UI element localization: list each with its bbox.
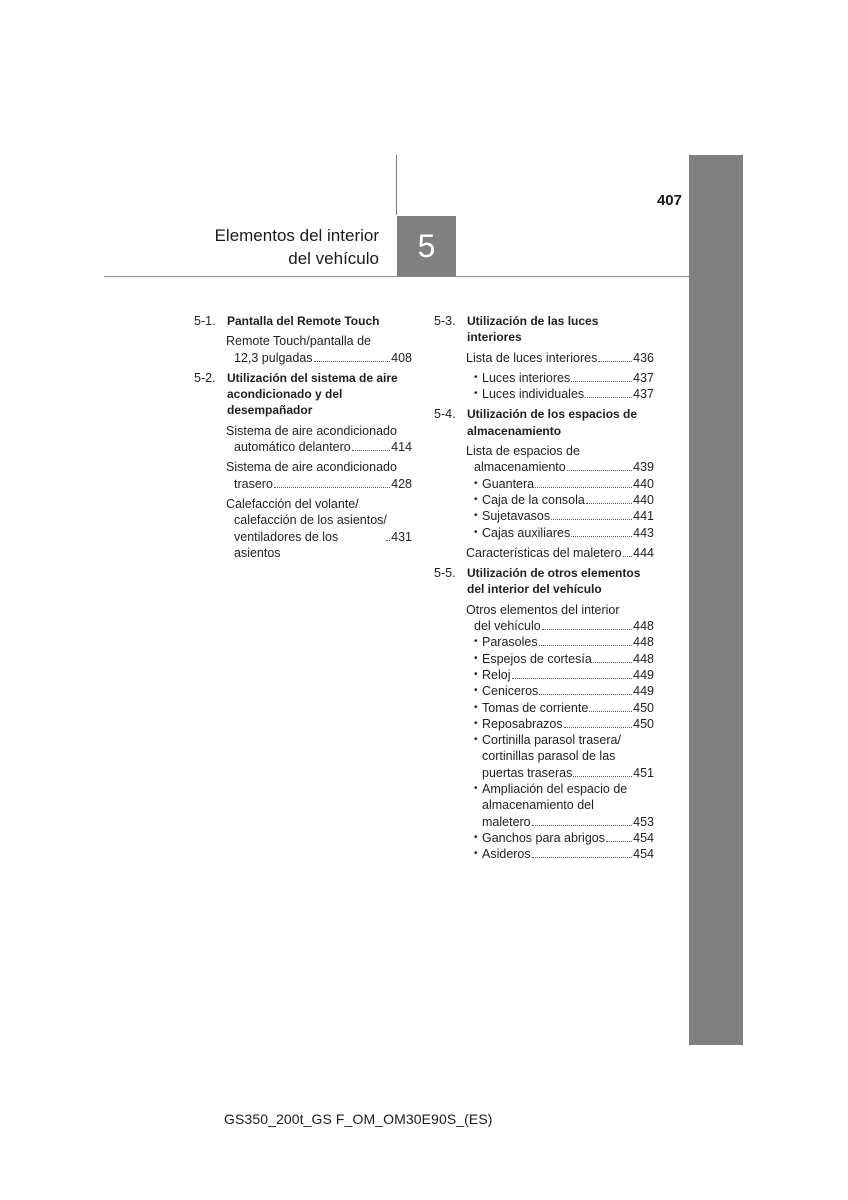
entry-page: 444: [633, 545, 654, 560]
bullet-icon: •: [474, 717, 478, 729]
bullet-icon: •: [474, 371, 478, 383]
entry-text: Sistema de aire acondicionado: [226, 423, 397, 438]
dot-leader: [314, 361, 391, 362]
dot-leader: [542, 629, 632, 630]
toc-entry[interactable]: [466, 350, 654, 366]
entry-text: Ampliación del espacio de: [482, 782, 628, 797]
toc-section-5-3: [434, 313, 654, 346]
dot-leader: [551, 519, 632, 520]
entry-text: Calefacción del volante/: [226, 496, 359, 511]
entry-text: trasero: [234, 476, 273, 491]
dot-leader: [571, 381, 632, 382]
entry-page: 448: [633, 651, 654, 666]
entry-page: 440: [633, 492, 654, 507]
toc-bullet-entry[interactable]: [474, 846, 654, 862]
entry-text: Tomas de corriente: [482, 700, 589, 715]
section-number: 5-5.: [434, 566, 456, 581]
entry-text: Sistema de aire acondicionado: [226, 460, 397, 475]
entry-text: Lista de luces interiores: [466, 350, 598, 365]
dot-leader: [586, 503, 632, 504]
entry-text: Caja de la consola: [482, 492, 585, 507]
entry-text: Parasoles: [482, 635, 538, 650]
entry-page: 449: [633, 684, 654, 699]
entry-text: Ganchos para abrigos: [482, 830, 605, 845]
entry-page: 437: [633, 387, 654, 402]
toc-bullet-entry[interactable]: [474, 634, 654, 650]
section-title[interactable]: Pantalla del Remote Touch: [227, 314, 380, 328]
toc-entry[interactable]: [226, 423, 412, 456]
entry-text: automático delantero: [234, 440, 351, 455]
chapter-title-line1: Elementos del interior: [214, 226, 379, 245]
toc-bullet-entry[interactable]: [474, 386, 654, 402]
dot-leader: [589, 711, 632, 712]
entry-text: Asideros: [482, 847, 531, 862]
toc-bullet-entry[interactable]: [474, 370, 654, 386]
section-number: 5-1.: [194, 314, 216, 328]
entry-text: almacenamiento: [474, 460, 566, 475]
dot-leader: [623, 556, 633, 557]
toc-entry[interactable]: [226, 496, 412, 561]
toc-bullet-entry[interactable]: [474, 781, 654, 830]
section-number: 5-3.: [434, 314, 456, 328]
bullet-icon: •: [474, 493, 478, 505]
entry-page: 441: [633, 509, 654, 524]
bullet-icon: •: [474, 848, 478, 860]
section-number: 5-2.: [194, 370, 216, 385]
dot-leader: [274, 487, 390, 488]
bullet-icon: •: [474, 685, 478, 697]
dot-leader: [585, 397, 632, 398]
entry-text: puertas traseras: [482, 765, 573, 780]
footer-manual-code: GS350_200t_GS F_OM_OM30E90S_(ES): [224, 1111, 493, 1127]
chapter-title-line2: del vehículo: [288, 249, 379, 268]
page-number: 407: [656, 192, 682, 209]
entry-text: Espejos de cortesía: [482, 651, 592, 666]
chapter-number-box: 5: [397, 216, 456, 276]
entry-text: del vehículo: [474, 619, 541, 634]
toc-bullet-entry[interactable]: [474, 476, 654, 492]
entry-page: 414: [391, 440, 412, 455]
bullet-icon: •: [474, 477, 478, 489]
entry-text: almacenamiento del: [482, 798, 594, 813]
header-horizontal-rule: [104, 276, 689, 277]
entry-text: Luces interiores: [482, 370, 571, 385]
section-title[interactable]: Utilización de los espacios de almacenamiento: [467, 407, 638, 438]
section-number: 5-4.: [434, 407, 456, 422]
toc-bullet-entry[interactable]: [474, 525, 654, 541]
entry-text: Ceniceros: [482, 684, 539, 699]
entry-text: 12,3 pulgadas: [234, 350, 313, 365]
toc-bullet-entry[interactable]: [474, 683, 654, 699]
entry-page: 440: [633, 476, 654, 491]
header-vertical-rule: [396, 155, 397, 215]
entry-page: 451: [633, 765, 654, 780]
toc-section-5-5: [434, 565, 654, 598]
entry-text: Características del maletero: [466, 545, 622, 560]
toc-section-5-2: [194, 370, 412, 419]
toc-bullet-entry[interactable]: [474, 700, 654, 716]
toc-bullet-entry[interactable]: [474, 492, 654, 508]
entry-page: 450: [633, 700, 654, 715]
dot-leader: [573, 776, 632, 777]
toc-bullet-entry[interactable]: [474, 732, 654, 781]
dot-leader: [386, 540, 390, 541]
entry-page: 448: [633, 635, 654, 650]
entry-page: 431: [391, 529, 412, 544]
entry-text: Sujetavasos: [482, 509, 551, 524]
entry-page: 453: [633, 814, 654, 829]
toc-left-column: [194, 313, 412, 565]
bullet-icon: •: [474, 526, 478, 538]
entry-text: Reposabrazos: [482, 716, 563, 731]
entry-text: Cortinilla parasol trasera/: [482, 733, 621, 748]
entry-page: 449: [633, 667, 654, 682]
toc-bullet-entry[interactable]: [474, 667, 654, 683]
dot-leader: [532, 857, 633, 858]
entry-text: maletero: [482, 814, 531, 829]
entry-page: 439: [633, 460, 654, 475]
entry-text: Luces individuales: [482, 387, 585, 402]
entry-text: Reloj: [482, 667, 511, 682]
entry-page: 408: [391, 350, 412, 365]
bullet-icon: •: [474, 668, 478, 680]
dot-leader: [606, 841, 632, 842]
dot-leader: [564, 727, 633, 728]
chapter-title: [215, 224, 379, 270]
bullet-icon: •: [474, 652, 478, 664]
toc-entry[interactable]: [466, 545, 654, 561]
entry-text: ventiladores de los asientos: [234, 529, 339, 560]
entry-text: Remote Touch/pantalla de: [226, 334, 372, 349]
toc-section-5-1: [194, 313, 412, 329]
bullet-icon: •: [474, 388, 478, 400]
dot-leader: [539, 694, 632, 695]
dot-leader: [535, 487, 632, 488]
entry-text: cortinillas parasol de las: [482, 749, 616, 764]
entry-page: 454: [633, 847, 654, 862]
section-title[interactable]: Utilización del sistema de aire acondicionado y del desempañador: [227, 370, 398, 418]
entry-page: 436: [633, 350, 654, 365]
section-title[interactable]: Utilización de otros elementos del interior del vehículo: [467, 566, 641, 597]
chapter-thumb-tab: [689, 155, 743, 1045]
dot-leader: [532, 825, 633, 826]
entry-text: Guantera: [482, 476, 535, 491]
toc-bullet-entry[interactable]: [474, 716, 654, 732]
toc-entry[interactable]: [226, 333, 412, 366]
entry-text: Otros elementos del interior: [466, 602, 620, 617]
dot-leader: [567, 470, 632, 471]
entry-text: Cajas auxiliares: [482, 525, 571, 540]
dot-leader: [512, 678, 633, 679]
toc-bullet-entry[interactable]: [474, 830, 654, 846]
bullet-icon: •: [474, 734, 478, 746]
entry-page: 428: [391, 476, 412, 491]
dot-leader: [539, 645, 633, 646]
entry-page: 437: [633, 370, 654, 385]
entry-page: 443: [633, 525, 654, 540]
toc-right-column: [434, 313, 654, 863]
entry-page: 454: [633, 830, 654, 845]
toc-entry[interactable]: [466, 443, 654, 476]
bullet-icon: •: [474, 701, 478, 713]
dot-leader: [593, 662, 632, 663]
entry-text: Lista de espacios de: [466, 444, 580, 459]
section-title[interactable]: Utilización de las luces interiores: [467, 314, 599, 345]
entry-page: 448: [633, 619, 654, 634]
toc-section-5-4: [434, 406, 654, 439]
dot-leader: [352, 450, 390, 451]
entry-text: calefacción de los asientos/: [234, 513, 387, 528]
dot-leader: [571, 536, 632, 537]
toc-bullet-entry[interactable]: [474, 651, 654, 667]
dot-leader: [598, 361, 632, 362]
toc-entry[interactable]: [466, 602, 654, 635]
toc-entry[interactable]: [226, 459, 412, 492]
entry-page: 450: [633, 716, 654, 731]
bullet-icon: •: [474, 831, 478, 843]
bullet-icon: •: [474, 510, 478, 522]
bullet-icon: •: [474, 783, 478, 795]
toc-bullet-entry[interactable]: [474, 508, 654, 524]
bullet-icon: •: [474, 636, 478, 648]
